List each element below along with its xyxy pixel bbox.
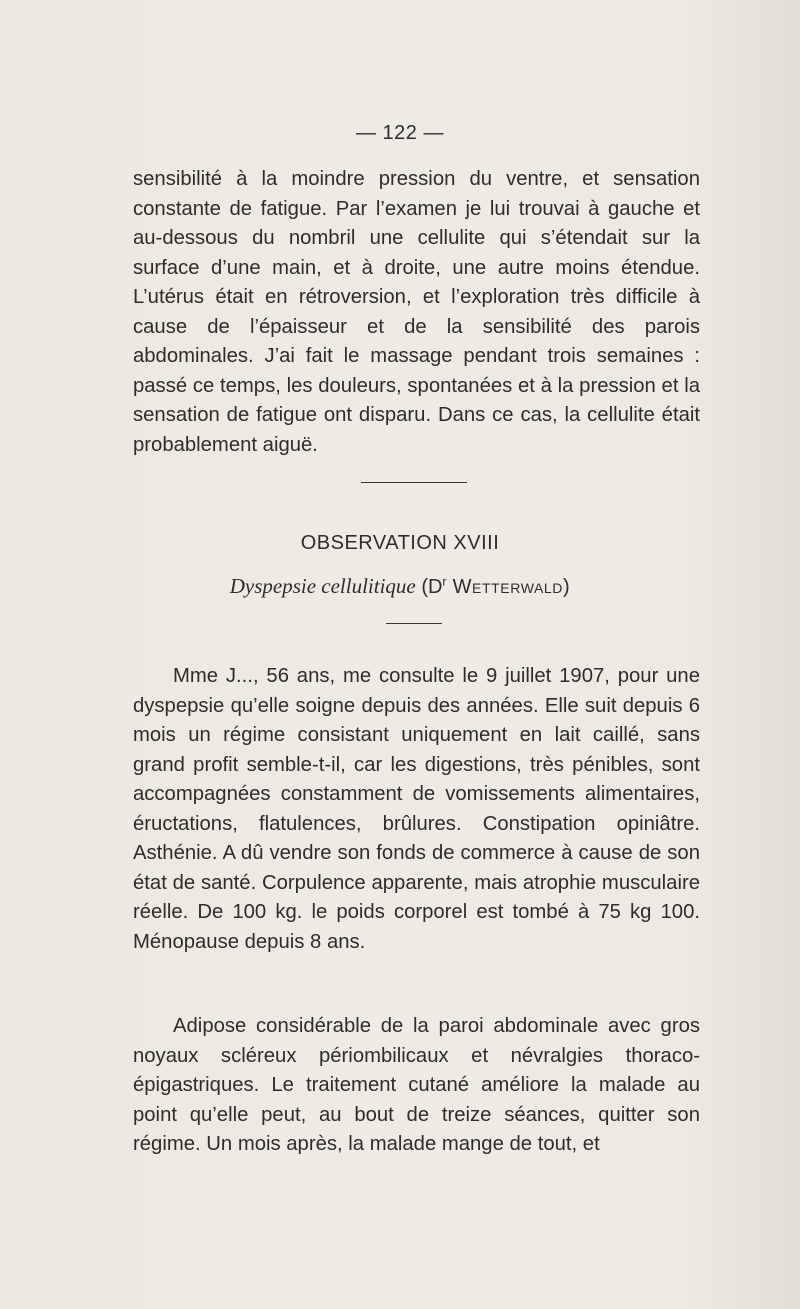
paragraph-case-history-text: Mme J..., 56 ans, me consulte le 9 juillet 1907, pour une dyspepsie qu’elle soigne depuis des années. Elle suit depuis 6 mois un régime consistant uniquement en lait caillé, sans grand profit semble-t-il, car les digestions, très pénibles, sont accompagnées constamment de vomissements alimentaires, éructations, flatulences, brûlures. Constipation opiniâtre. Asthénie. A dû vendre son fonds de commerce à cause de son état de santé. Corpulence apparente, mais atrophie musculaire réelle. De 100 kg. le poids corporel est tombé à 75 kg 100. Ménopause depuis 8 ans.: [133, 665, 700, 953]
author-prefix: (D: [421, 576, 443, 598]
section-divider-bottom: [386, 623, 442, 624]
observation-heading: OBSERVATION XVIII: [300, 532, 500, 554]
paragraph-treatment: [133, 1012, 700, 1160]
page-number: — 122 —: [356, 122, 444, 144]
author-prefix-superscript: r: [442, 574, 447, 589]
paragraph-treatment-text: Adipose considérable de la paroi abdominale avec gros noyaux scléreux périombilicaux et névralgies thoraco-épigastriques. Le traitement cutané améliore la malade au point qu’elle peut, au bout de treize séances, quitter son régime. Un mois après, la malade mange de tout, et: [133, 1015, 700, 1155]
observation-subtitle-title: Dyspepsie cellulitique: [229, 574, 416, 598]
section-divider-top: [361, 482, 467, 483]
paragraph-continuation-text: sensibilité à la moindre pression du ventre, et sensation constante de fatigue. Par l’examen je lui trouvai à gauche et au-dessous du nombril une cellulite qui s’étendait sur la surface d’une main, et à droite, une autre moins étendue. L’utérus était en rétroversion, et l’exploration très difficile à cause de l’épaisseur et de la sensibilité des parois abdominales. J’ai fait le massage pendant trois semaines : passé ce temps, les douleurs, spontanées et à la pression et la sensation de fatigue ont disparu. Dans ce cas, la cellulite était probablement aiguë.: [133, 168, 700, 456]
paragraph-continuation: [133, 165, 700, 460]
observation-subtitle-author: [421, 576, 570, 598]
paragraph-case-history: [133, 662, 700, 957]
author-name: Wetterwald): [446, 576, 571, 598]
observation-subtitle: [0, 574, 800, 599]
